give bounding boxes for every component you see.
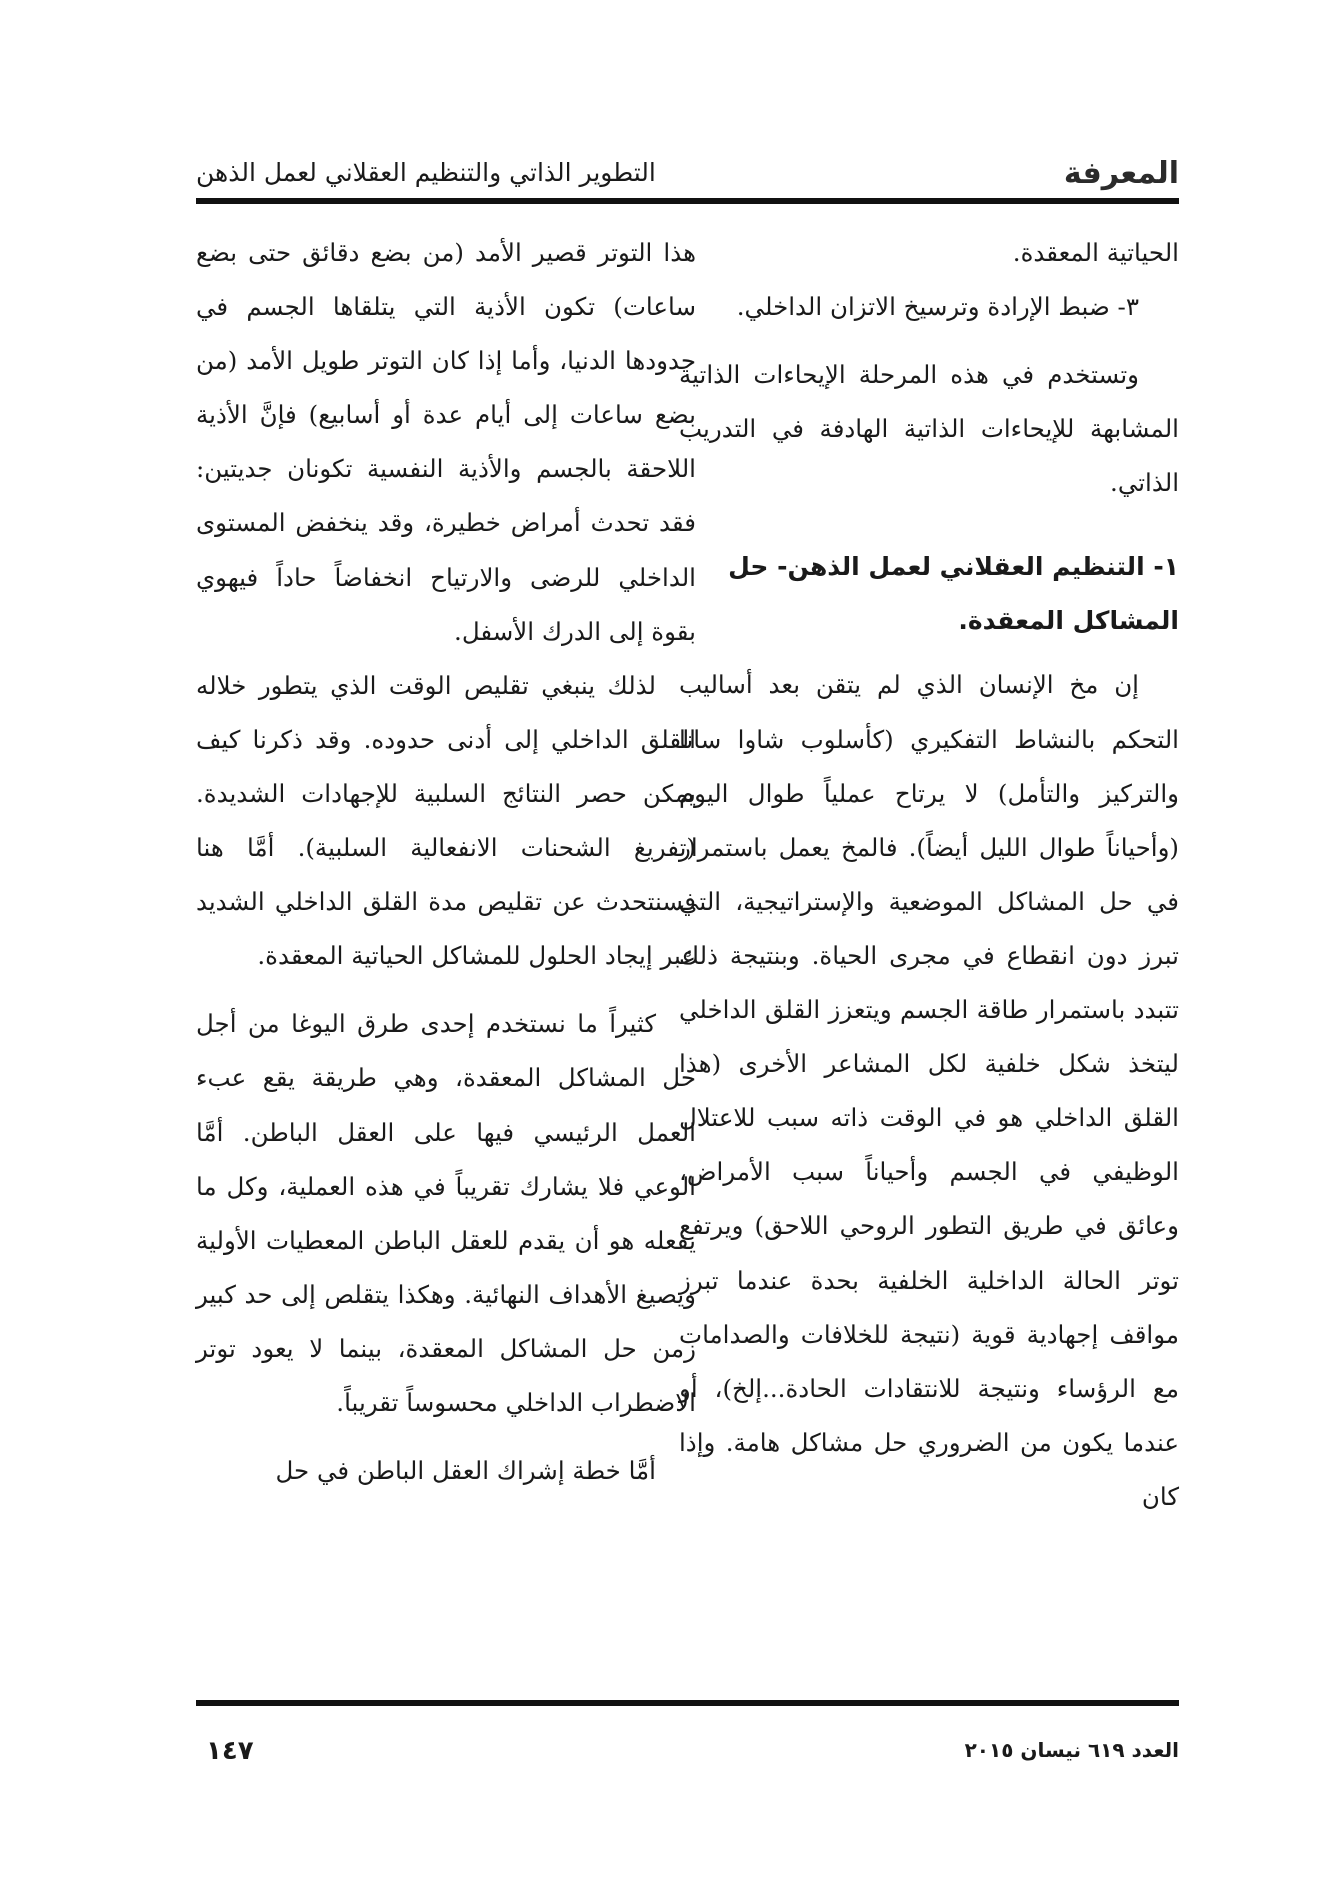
page-header — [196, 150, 1179, 200]
page-number: ١٤٧ — [206, 1736, 254, 1766]
magazine-logo: المعرفة — [1063, 156, 1179, 191]
paragraph: إن مخ الإنسان الذي لم يتقن بعد أساليب التحكم بالنشاط التفكيري (كأسلوب شاوا سانا والتركيز والتأمل) لا يرتاح عملياً طوال اليوم (وأحياناً طوال الليل أيضاً). فالمخ يعمل باستمرار في حل المشاكل الموضعية والإستراتيجية، التي تبرز دون انقطاع في مجرى الحياة. وبنتيجة ذلك تتبدد باستمرار طاقة الجسم ويتعزز القلق الداخلي ليتخذ شكل خلفية لكل المشاعر الأخرى (هذا القلق الداخلي هو في الوقت ذاته سبب للاعتلال الوظيفي في الجسم وأحياناً سبب الأمراض، وعائق في طريق التطور الروحي اللاحق) ويرتفع توتر الحالة الداخلية الخلفية بحدة عندما تبرز مواقف إجهادية قوية (نتيجة للخلافات والصدامات مع الرؤساء ونتيجة للانتقادات الحادة...إلخ)، أو عندما يكون من الضروري حل مشاكل هامة. وإذا كان — [679, 670, 1179, 1511]
paragraph: لذلك ينبغي تقليص الوقت الذي يتطور خلاله القلق الداخلي إلى أدنى حدوده. وقد ذكرنا كيف يمكن حصر النتائج السلبية للإجهادات الشديدة. (تفريغ الشحنات الانفعالية السلبية). أمَّا هنا فسنتحدث عن تقليص مدة القلق الداخلي الشديد عبر إيجاد الحلول للمشاكل الحياتية المعقدة. — [196, 670, 696, 971]
paragraph: أمَّا خطة إشراك العقل الباطن في حل — [275, 1456, 656, 1486]
paragraph: وتستخدم في هذه المرحلة الإيحاءات الذاتية المشابهة للإيحاءات الذاتية الهادفة في التدريب الذاتي. — [679, 360, 1179, 498]
running-title: التطوير الذاتي والتنظيم العقلاني لعمل الذهن — [196, 158, 656, 187]
footer-rule — [196, 1700, 1179, 1706]
issue-info: العدد ٦١٩ نيسان ٢٠١٥ — [964, 1738, 1179, 1762]
header-rule — [196, 198, 1179, 204]
right-column — [679, 226, 1179, 1524]
left-column — [196, 226, 696, 1498]
paragraph: الحياتية المعقدة. — [1012, 238, 1179, 267]
page-footer — [196, 1738, 1179, 1778]
paragraph: كثيراً ما نستخدم إحدى طرق اليوغا من أجل حل المشاكل المعقدة، وهي طريقة يقع عبء العمل الرئيسي فيها على العقل الباطن. أمَّا الوعي فلا يشارك تقريباً في هذه العملية، وكل ما يفعله هو أن يقدم للعقل الباطن المعطيات الأولية ويصيغ الأهداف النهائية. وهكذا يتقلص إلى حد كبير زمن حل المشاكل المعقدة، بينما لا يعود توتر الاضطراب الداخلي محسوساً تقريباً. — [196, 1009, 696, 1417]
paragraph: هذا التوتر قصير الأمد (من بضع دقائق حتى بضع ساعات) تكون الأذية التي يتلقاها الجسم في حدودها الدنيا، وأما إذا كان التوتر طويل الأمد (من بضع ساعات إلى أيام عدة أو أسابيع) فإنَّ الأذية اللاحقة بالجسم والأذية النفسية تكونان جديتين: فقد تحدث أمراض خطيرة، وقد ينخفض المستوى الداخلي للرضى والارتياح انخفاضاً حاداً فيهوي بقوة إلى الدرك الأسفل. — [196, 238, 696, 646]
section-heading: ١- التنظيم العقلاني لعمل الذهن- حل المشاكل المعقدة. — [728, 552, 1179, 636]
paragraph: ٣- ضبط الإرادة وترسيخ الاتزان الداخلي. — [736, 292, 1139, 322]
